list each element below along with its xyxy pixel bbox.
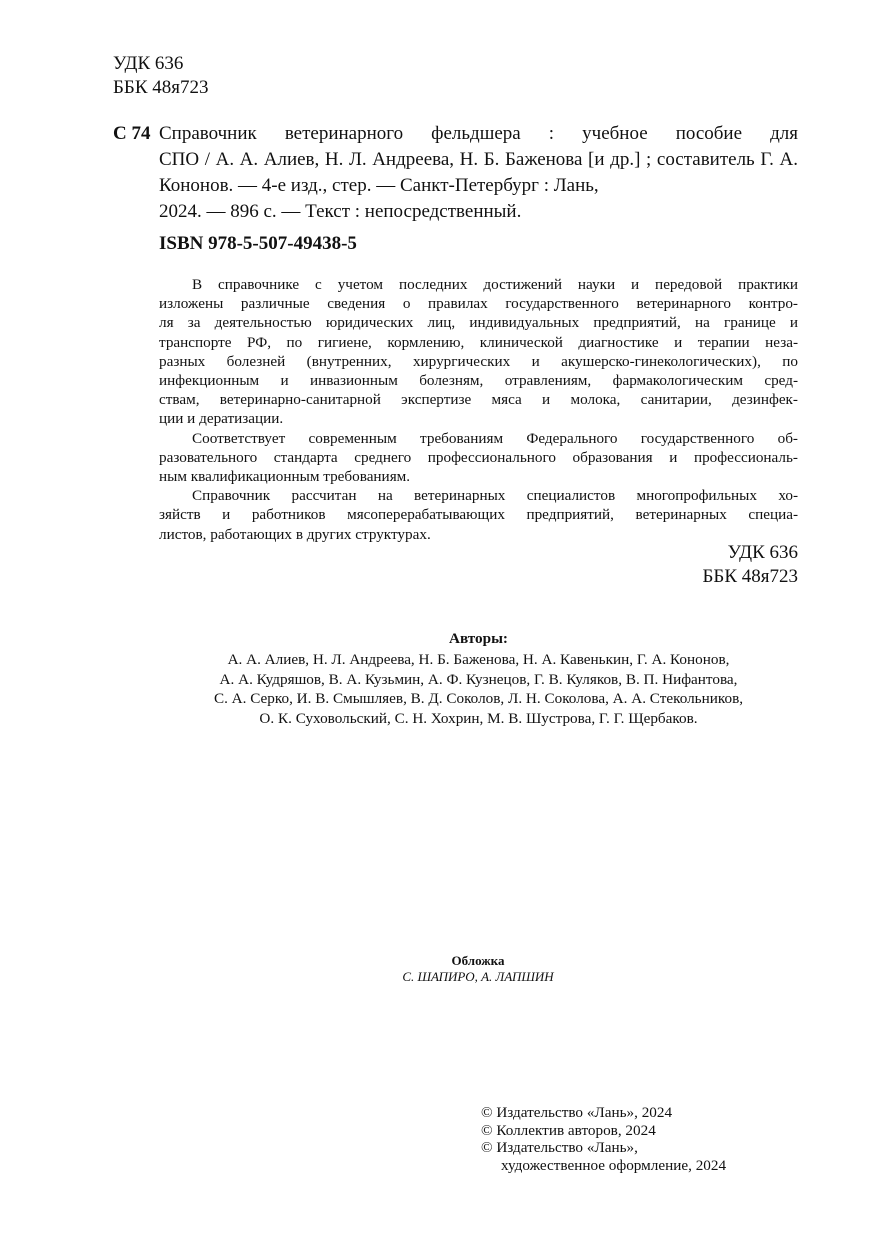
cover-heading: Обложка [451, 953, 505, 968]
biblio-line: СПО / А. А. Алиев, Н. Л. Андреева, Н. Б. Баженова [и др.] ; составитель Г. А. Кононов. — 4-е изд., стер. — Санкт-Петербург : Лань, [159, 149, 798, 196]
abstract-line: зяйств и работников мясоперерабатывающих предприятий, ветеринарных специа- [159, 506, 798, 524]
authors-line: С. А. Серко, И. В. Смышляев, В. Д. Соколов, Л. Н. Соколова, А. А. Стекольников, [213, 690, 744, 707]
abstract-line: Соответствует современным требованиям Федерального государственного об- [192, 429, 798, 447]
abstract-line: разных болезней (внутренних, хирургических и акушерско-гинекологических), по [159, 352, 798, 370]
abstract-line: ствам, ветеринарно-санитарной экспертизе мяса и молока, санитарии, дезинфек- [159, 391, 798, 409]
abstract-line: ным квалификационным требованиям. [159, 468, 411, 486]
authors-list [159, 650, 798, 728]
biblio-line: Справочник ветеринарного фельдшера : учебное пособие для [159, 123, 798, 144]
bibliographic-description [159, 121, 798, 225]
bbk-code: ББК 48я723 [113, 77, 209, 98]
abstract-line: разовательного стандарта среднего профессионального образования и профессиональ- [159, 448, 798, 466]
udk-block-top [113, 52, 208, 100]
authors-line: О. К. Суховольский, С. Н. Хохрин, М. В. Шустрова, Г. Г. Щербаков. [259, 709, 698, 727]
udk-block-right [560, 541, 798, 589]
abstract-paragraph [159, 486, 798, 544]
authors-line: А. А. Кудряшов, В. А. Кузьмин, А. Ф. Кузнецов, Г. В. Куляков, В. П. Нифантова, [219, 670, 738, 688]
copyright-line: © Издательство «Лань», 2024 [481, 1104, 673, 1121]
authors-line: А. А. Алиев, Н. Л. Андреева, Н. Б. Баженова, Н. А. Кавенькин, Г. А. Кононов, [227, 651, 730, 668]
isbn: ISBN 978-5-507-49438-5 [159, 233, 357, 254]
abstract-line: В справочнике с учетом последних достижений науки и передовой практики [192, 276, 798, 293]
udk-code: УДК 636 [727, 542, 798, 563]
cover-designers: С. ШАПИРО, А. ЛАПШИН [402, 969, 554, 984]
abstract-line: Справочник рассчитан на ветеринарных специалистов многопрофильных хо- [192, 487, 798, 505]
abstract-line: инфекционным и инвазионным болезням, отравлениям, фармакологическим сред- [159, 372, 798, 390]
copyright-block [481, 1104, 726, 1174]
bbk-code: ББК 48я723 [702, 566, 798, 587]
abstract-line: ля за деятельностью юридических лиц, индивидуальных предприятий, на границе и [159, 314, 798, 332]
abstract-line: ции и дератизации. [159, 410, 284, 428]
copyright-line: © Коллектив авторов, 2024 [481, 1121, 656, 1139]
abstract-paragraph [159, 429, 798, 487]
author-mark: С 74 [113, 123, 151, 144]
udk-code: УДК 636 [113, 53, 184, 74]
abstract-line: изложены различные сведения о правилах государственного ветеринарного контро- [159, 295, 798, 313]
copyright-line: © Издательство «Лань», [481, 1139, 638, 1156]
abstract-paragraph [159, 275, 798, 429]
abstract-line: листов, работающих в других структурах. [159, 525, 431, 543]
abstract-line: транспорте РФ, по гигиене, кормлению, клинической диагностике и терапии неза- [159, 333, 798, 351]
authors-heading: Авторы: [448, 630, 508, 647]
abstract [159, 275, 798, 544]
copyright-line: художественное оформление, 2024 [501, 1156, 727, 1174]
biblio-line: 2024. — 896 с. — Текст : непосредственный. [159, 201, 522, 222]
